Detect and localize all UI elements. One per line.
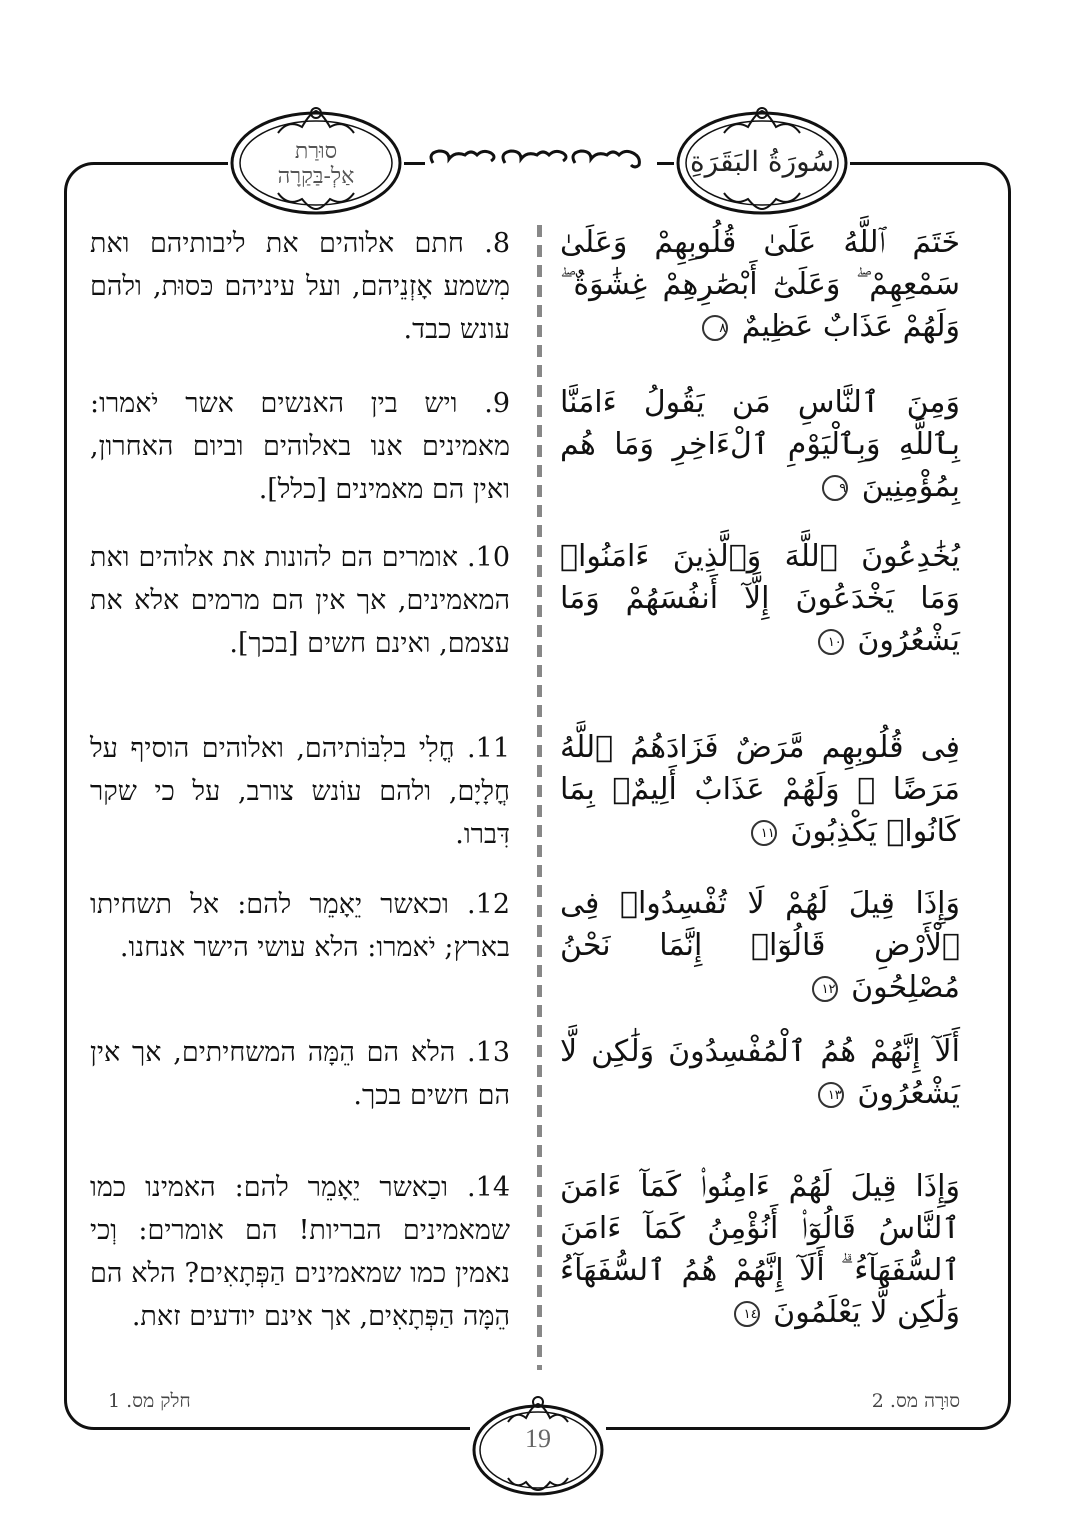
- arabic-verse-9: [560, 382, 960, 508]
- arabic-verse-11: [560, 727, 960, 853]
- hebrew-title-line1: סוּרַת: [294, 139, 338, 164]
- arabic-surah-title: سُورَةُ البَقَرَةِ: [689, 145, 835, 178]
- arabic-verse-text: وَإِذَا قِيلَ لَهُمْ ءَامِنُوا۟ كَمَآ ءَامَنَ ٱلنَّاسُ قَالُوٓا۟ أَنُؤْمِنُ كَمَآ ءَامَنَ ٱلسُّفَهَآءُ ۗ أَلَآ إِنَّهُمْ هُمُ ٱلسُّفَهَآءُ وَلَٰكِن لَّا يَعْلَمُونَ: [560, 1169, 960, 1330]
- arabic-verse-text: فِى قُلُوبِهِم مَّرَضٌ فَزَادَهُمُ ٱللَّهُ مَرَضًا ۖ وَلَهُمْ عَذَابٌ أَلِيمٌۢ بِمَا كَانُوا۟ يَكْذِبُونَ: [560, 730, 960, 849]
- arabic-verse-text: خَتَمَ ٱللَّهُ عَلَىٰ قُلُوبِهِمْ وَعَلَىٰ سَمْعِهِمْ ۖ وَعَلَىٰٓ أَبْصَٰرِهِمْ غِشَٰوَةٌ ۖ وَلَهُمْ عَذَابٌ عَظِيمٌ: [560, 225, 960, 344]
- page-number-medallion: [470, 1392, 606, 1500]
- arabic-verse-text: يُخَٰدِعُونَ ٱللَّهَ وَٱلَّذِينَ ءَامَنُوا۟ وَمَا يَخْدَعُونَ إِلَّآ أَنفُسَهُمْ وَمَا يَشْعُرُونَ: [560, 539, 960, 658]
- arabic-verse-8: [560, 222, 960, 348]
- arabic-verse-text: وَإِذَا قِيلَ لَهُمْ لَا تُفْسِدُوا۟ فِى ٱلْأَرْضِ قَالُوٓا۟ إِنَّمَا نَحْنُ مُصْلِحُونَ: [560, 886, 960, 1005]
- hebrew-verse-11: 11. חֳלִי בלִבּוֹתיהם, ואלוהים הוסיף על חֳלָיָם, ולהם עוֹנש צורב, על כי שקר דִּברו.: [90, 733, 510, 850]
- hebrew-verse-13: 13. הלא הם הֵמָּה המשחיתים, אך אין הם חשים בכך.: [90, 1037, 510, 1111]
- arabic-verse-13: [560, 1031, 960, 1115]
- column-divider: [537, 225, 542, 1370]
- part-number-label: חלק מס. 1: [108, 1390, 191, 1412]
- ayah-number-marker: ١٣: [818, 1082, 844, 1108]
- arabic-surah-title-medallion: [674, 103, 850, 221]
- hebrew-verse-8: 8. חתם אלוהים את ליבותיהם ואת מִשמע אָזְנֵיהם, ועל עיניהם כּסוּת, ולהם עונש כבד.: [90, 228, 510, 345]
- hebrew-verse-14: 14. וכַאשר יֵאָמֵר להם: האמינו כמו שמאמינים הבריות! הם אומרים: וְכי נאמין כמו שמאמינים הַפְּתָאִים? הלא הם הֵמָּה הַפְּתָאִים, אך אינם יודעים זאת.: [90, 1172, 510, 1332]
- surah-number-label: סוּרָה מס. 2: [871, 1390, 960, 1412]
- arabic-verse-10: [560, 536, 960, 662]
- hebrew-verse-12: 12. וכאשר יֵאָמֵר להם: אל תשחיתו בארץ; יֹאמרו: הלא עושי הישר אנחנו.: [90, 889, 510, 963]
- ayah-number-marker: ١٠: [818, 629, 844, 655]
- header-flourish-ornament: [425, 135, 657, 179]
- ayah-number-marker: ١١: [751, 820, 777, 846]
- arabic-verse-14: [560, 1166, 960, 1334]
- hebrew-verse-9: 9. ויש בין האנשים אשר יֹאמרו: מאמינים אנו באלוהים וביום האחרון, ואין הם מאמינים [כלל].: [90, 388, 510, 505]
- page-number: 19: [525, 1424, 551, 1453]
- hebrew-title-line2: אַלְ-בַּקַרָה: [277, 164, 355, 189]
- ayah-number-marker: ١٢: [812, 976, 838, 1002]
- ayah-number-marker: ١٤: [734, 1301, 760, 1327]
- hebrew-verse-10: 10. אומרים הם להונות את אלוהים ואת המאמינים, אך אין הם מרמים אלא את עצמם, ואינם חשים [בכך].: [90, 542, 510, 659]
- ayah-number-marker: ٨: [702, 315, 728, 341]
- hebrew-surah-title-medallion: [228, 103, 404, 221]
- ayah-number-marker: ٩: [822, 475, 848, 501]
- flourish-icon: [425, 135, 657, 179]
- arabic-verse-text: وَمِنَ ٱلنَّاسِ مَن يَقُولُ ءَامَنَّا بِٱللَّهِ وَبِٱلْيَوْمِ ٱلْءَاخِرِ وَمَا هُم بِمُؤْمِنِينَ: [560, 385, 960, 504]
- arabic-verse-text: أَلَآ إِنَّهُمْ هُمُ ٱلْمُفْسِدُونَ وَلَٰكِن لَّا يَشْعُرُونَ: [560, 1034, 960, 1111]
- arabic-verse-12: [560, 883, 960, 1009]
